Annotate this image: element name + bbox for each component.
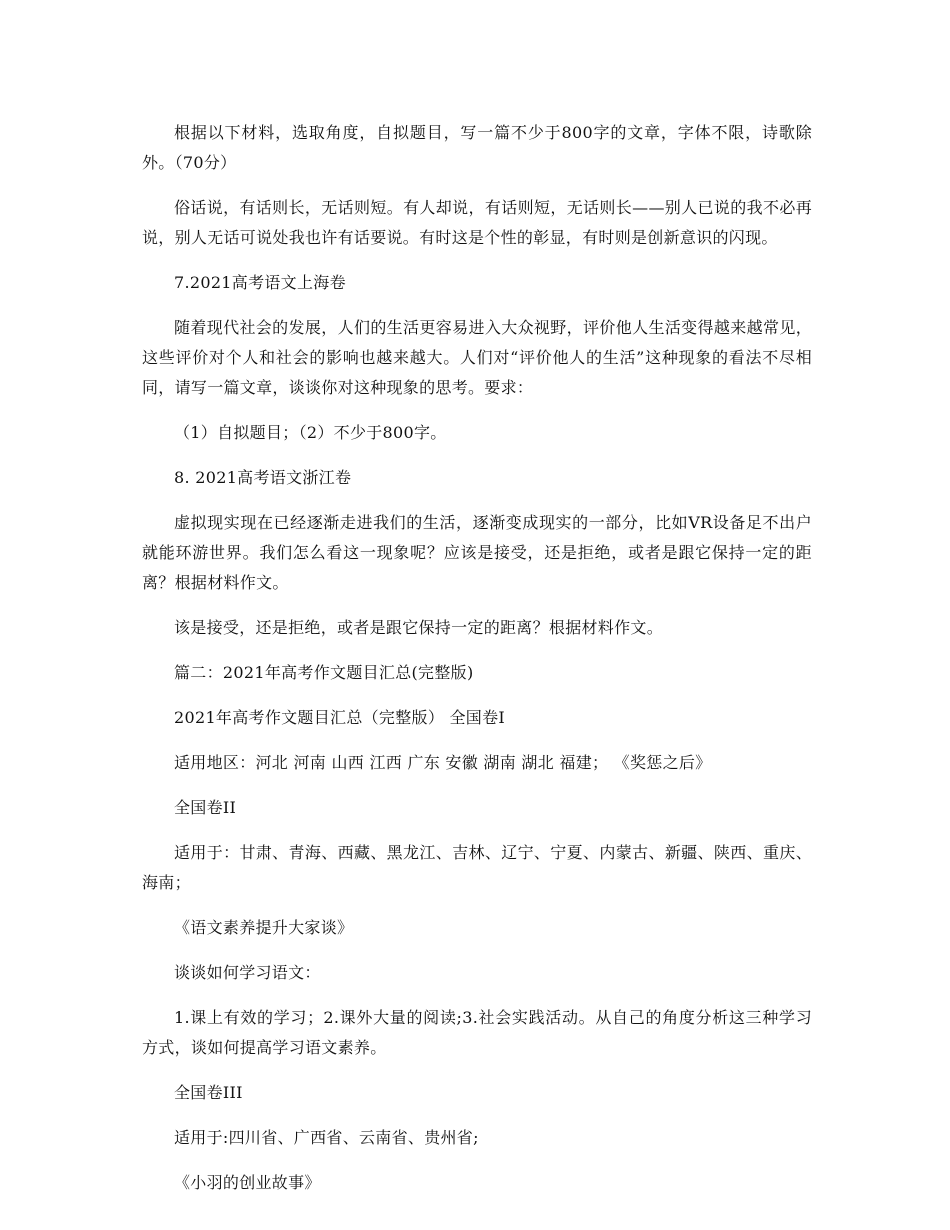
paragraph-national-3-regions: 适用于:四川省、广西省、云南省、贵州省; xyxy=(174,1128,479,1147)
paragraph-national-2-prompt: 谈谈如何学习语文： xyxy=(174,963,321,982)
heading-national-paper-1: 2021年高考作文题目汇总（完整版） 全国卷Ⅰ xyxy=(174,708,506,727)
heading-part-two: 篇二：2021年高考作文题目汇总(完整版) xyxy=(174,663,474,682)
paragraph-proverb-material: 俗话说，有话则长，无话则短。有人却说，有话则短，无话则长——别人已说的我不必再说，别人无话可说处我也许有话要说。有时这是个性的彰显，有时则是创新意识的闪现。 xyxy=(142,198,812,247)
heading-national-paper-3: 全国卷III xyxy=(174,1083,243,1102)
paragraph-zhejiang-material: 虚拟现实现在已经逐渐走进我们的生活，逐渐变成现实的一部分，比如VR设备足不出户就能环游世界。我们怎么看这一现象呢？应该是接受，还是拒绝，或者是跟它保持一定的距离？根据材料作文。 xyxy=(142,513,812,592)
paragraph-shanghai-requirements: （1）自拟题目；（2）不少于800字。 xyxy=(174,423,447,442)
paragraph-shanghai-material: 随着现代社会的发展，人们的生活更容易进入大众视野，评价他人生活变得越来越常见，这些评价对个人和社会的影响也越来越大。人们对“评价他人的生活”这种现象的看法不尽相同，请写一篇文章，谈谈你对这种现象的思考。要求： xyxy=(142,318,812,397)
paragraph-zhejiang-question: 该是接受，还是拒绝，或者是跟它保持一定的距离？根据材料作文。 xyxy=(174,618,664,637)
heading-zhejiang-paper: 8. 2021高考语文浙江卷 xyxy=(174,468,352,487)
paragraph-essay-instruction: 根据以下材料，选取角度，自拟题目，写一篇不少于800字的文章，字体不限，诗歌除外。（70分） xyxy=(142,123,812,172)
paragraph-national-1-regions: 适用地区：河北 河南 山西 江西 广东 安徽 湖南 湖北 福建； 《奖惩之后》 xyxy=(174,753,712,772)
paragraph-national-2-options: 1.课上有效的学习；2.课外大量的阅读;3.社会实践活动。从自己的角度分析这三种学习方式，谈如何提高学习语文素养。 xyxy=(142,1008,812,1057)
title-national-2-essay: 《语文素养提升大家谈》 xyxy=(174,918,354,937)
heading-national-paper-2: 全国卷II xyxy=(174,798,237,817)
document-body xyxy=(142,118,812,1213)
heading-shanghai-paper: 7.2021高考语文上海卷 xyxy=(174,273,346,292)
paragraph-national-2-regions: 适用于：甘肃、青海、西藏、黑龙江、吉林、辽宁、宁夏、内蒙古、新疆、陕西、重庆、海南； xyxy=(142,843,812,892)
title-national-3-essay: 《小羽的创业故事》 xyxy=(174,1173,321,1192)
